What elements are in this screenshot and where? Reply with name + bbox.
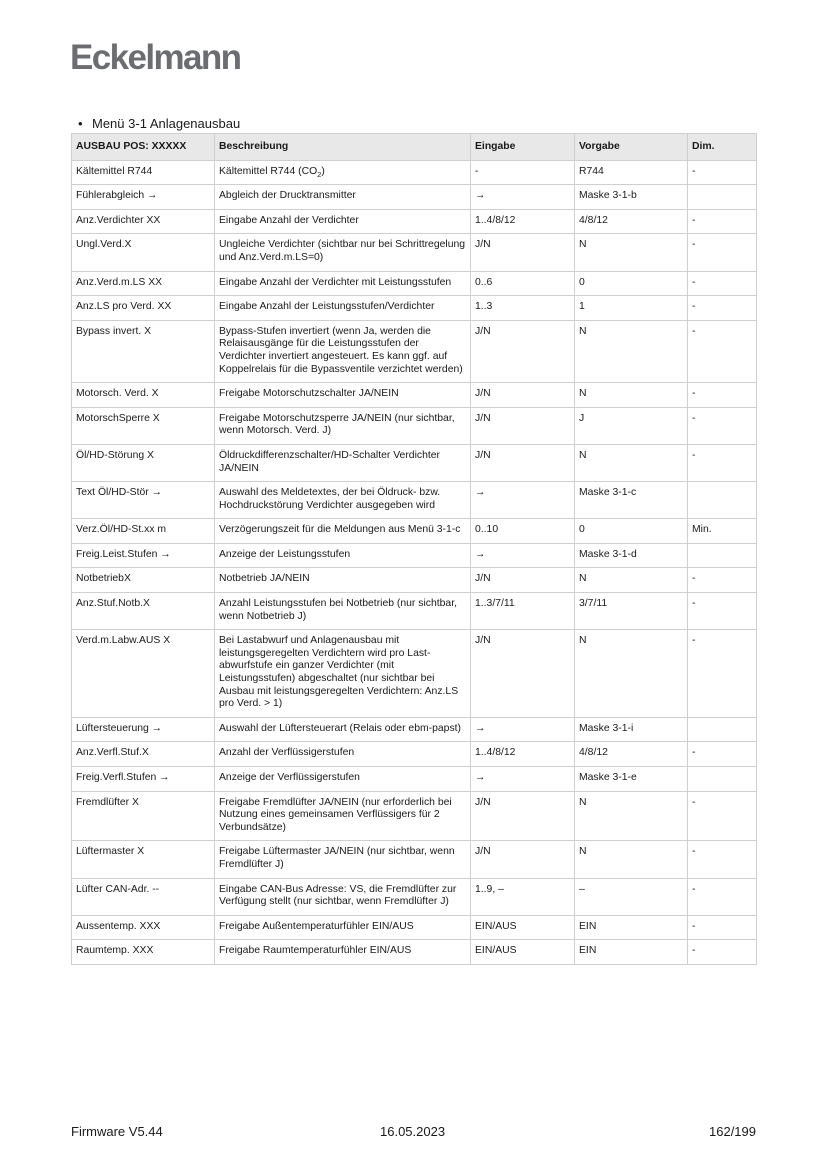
cell-description: Anzeige der Verflüssigerstufen (215, 767, 471, 792)
cell-default: N (575, 234, 688, 271)
cell-input: → (471, 482, 575, 519)
settings-table (71, 133, 757, 965)
cell-dimension: - (688, 271, 757, 296)
cell-dimension: - (688, 444, 757, 481)
column-header-dimension: Dim. (688, 134, 757, 161)
cell-input: EIN/AUS (471, 940, 575, 965)
cell-input: J/N (471, 630, 575, 718)
cell-description: Öldruckdifferenzschalter/HD-Schalter Verdichter JA/NEIN (215, 444, 471, 481)
cell-description: Eingabe Anzahl der Verdichter (215, 209, 471, 234)
cell-default: Maske 3-1-e (575, 767, 688, 792)
footer-date: 16.05.2023 (380, 1124, 446, 1139)
cell-position: Anz.LS pro Verd. XX (72, 296, 215, 321)
table-row (72, 630, 757, 718)
cell-position: Text Öl/HD-Stör → (72, 482, 215, 519)
table-row (72, 482, 757, 519)
cell-dimension: - (688, 160, 757, 185)
cell-position: Anz.Verdichter XX (72, 209, 215, 234)
cell-description: Ungleiche Verdichter (sichtbar nur bei Schrittregelung und Anz.Verd.m.LS=0) (215, 234, 471, 271)
cell-default: EIN (575, 940, 688, 965)
table-row (72, 593, 757, 630)
cell-input: EIN/AUS (471, 915, 575, 940)
column-header-input: Eingabe (471, 134, 575, 161)
cell-position: Lüfter CAN-Adr. -- (72, 878, 215, 915)
cell-position: Lüftermaster X (72, 841, 215, 878)
cell-dimension (688, 482, 757, 519)
cell-dimension: - (688, 296, 757, 321)
cell-input: J/N (471, 444, 575, 481)
cell-description: Verzögerungszeit für die Meldungen aus Menü 3-1-c (215, 519, 471, 544)
cell-input: 1..9, – (471, 878, 575, 915)
cell-default: Maske 3-1-b (575, 185, 688, 210)
cell-dimension: - (688, 234, 757, 271)
cell-input: J/N (471, 841, 575, 878)
section-title (78, 116, 240, 131)
table-row (72, 320, 757, 382)
cell-position: Fremdlüfter X (72, 791, 215, 841)
table-row (72, 234, 757, 271)
cell-input: - (471, 160, 575, 185)
column-header-position: AUSBAU POS: XXXXX (72, 134, 215, 161)
cell-default: R744 (575, 160, 688, 185)
table-body (72, 160, 757, 964)
cell-description: Abgleich der Drucktransmitter (215, 185, 471, 210)
cell-position: Anz.Verd.m.LS XX (72, 271, 215, 296)
table-row (72, 296, 757, 321)
cell-dimension (688, 185, 757, 210)
cell-description: Freigabe Motorschutzschalter JA/NEIN (215, 383, 471, 408)
cell-dimension (688, 717, 757, 742)
table-row (72, 519, 757, 544)
cell-input: → (471, 185, 575, 210)
table-row (72, 543, 757, 568)
cell-default: 4/8/12 (575, 742, 688, 767)
cell-description: Anzahl Leistungsstufen bei Notbetrieb (nur sichtbar, wenn Notbetrieb J) (215, 593, 471, 630)
cell-default: 0 (575, 271, 688, 296)
cell-position: Freig.Verfl.Stufen → (72, 767, 215, 792)
cell-default: 1 (575, 296, 688, 321)
cell-position: Motorsch. Verd. X (72, 383, 215, 408)
cell-default: Maske 3-1-d (575, 543, 688, 568)
cell-dimension: - (688, 568, 757, 593)
cell-description: Eingabe Anzahl der Leistungsstufen/Verdichter (215, 296, 471, 321)
table-row (72, 160, 757, 185)
cell-dimension: - (688, 915, 757, 940)
cell-position: Kältemittel R744 (72, 160, 215, 185)
cell-input: J/N (471, 383, 575, 408)
cell-default: EIN (575, 915, 688, 940)
cell-position: Anz.Stuf.Notb.X (72, 593, 215, 630)
table-row (72, 209, 757, 234)
subscript-digit: 2 (317, 169, 322, 179)
column-header-description: Beschreibung (215, 134, 471, 161)
cell-dimension (688, 767, 757, 792)
table-row (72, 383, 757, 408)
cell-default: 3/7/11 (575, 593, 688, 630)
cell-position: NotbetriebX (72, 568, 215, 593)
cell-description: Auswahl der Lüftersteuerart (Relais oder ebm-papst) (215, 717, 471, 742)
table-row (72, 841, 757, 878)
cell-position: Öl/HD-Störung X (72, 444, 215, 481)
table-header-row (72, 134, 757, 161)
cell-position: Freig.Leist.Stufen → (72, 543, 215, 568)
cell-position: Aussentemp. XXX (72, 915, 215, 940)
cell-input: J/N (471, 568, 575, 593)
table-row (72, 767, 757, 792)
table-row (72, 742, 757, 767)
cell-dimension: - (688, 407, 757, 444)
cell-input: 0..10 (471, 519, 575, 544)
table-row (72, 940, 757, 965)
cell-description: Kältemittel R744 $(CO_2)$ (215, 160, 471, 185)
cell-default: N (575, 383, 688, 408)
footer-firmware: Firmware V5.44 (71, 1124, 163, 1139)
bullet-marker: • (78, 116, 83, 131)
cell-dimension: - (688, 320, 757, 382)
cell-position: Lüftersteuerung → (72, 717, 215, 742)
cell-dimension: - (688, 593, 757, 630)
table-row (72, 407, 757, 444)
cell-position: MotorschSperre X (72, 407, 215, 444)
cell-position: Anz.Verfl.Stuf.X (72, 742, 215, 767)
cell-description: Freigabe Außentemperaturfühler EIN/AUS (215, 915, 471, 940)
cell-position: Ungl.Verd.X (72, 234, 215, 271)
cell-dimension: - (688, 841, 757, 878)
cell-description: Freigabe Fremdlüfter JA/NEIN (nur erforderlich bei Nutzung eines gemeinsamen Verflüssigers für 2 Verbundsätze) (215, 791, 471, 841)
cell-default: 4/8/12 (575, 209, 688, 234)
cell-dimension: - (688, 940, 757, 965)
table-row (72, 185, 757, 210)
cell-default: Maske 3-1-i (575, 717, 688, 742)
cell-description: Freigabe Lüftermaster JA/NEIN (nur sichtbar, wenn Fremdlüfter J) (215, 841, 471, 878)
cell-description: Bypass-Stufen invertiert (wenn Ja, werden die Relaisausgänge für die Leistungsstufen der Verdichter invertiert angesteuert. Es kann ggf. auf Koppelrelais für die Bypassventile verzichtet werden) (215, 320, 471, 382)
table-row (72, 915, 757, 940)
table-row (72, 444, 757, 481)
cell-input: 1..3/7/11 (471, 593, 575, 630)
cell-dimension: - (688, 791, 757, 841)
cell-position: Bypass invert. X (72, 320, 215, 382)
cell-default: J (575, 407, 688, 444)
column-header-default: Vorgabe (575, 134, 688, 161)
cell-description: Notbetrieb JA/NEIN (215, 568, 471, 593)
cell-description: Auswahl des Meldetextes, der bei Öldruck- bzw. Hochdruckstörung Verdichter ausgegeben wird (215, 482, 471, 519)
cell-input: 0..6 (471, 271, 575, 296)
table-row (72, 791, 757, 841)
cell-description: Eingabe Anzahl der Verdichter mit Leistungsstufen (215, 271, 471, 296)
cell-input: → (471, 543, 575, 568)
cell-position: Fühlerabgleich → (72, 185, 215, 210)
cell-default: 0 (575, 519, 688, 544)
cell-input: J/N (471, 407, 575, 444)
table-row (72, 271, 757, 296)
cell-description: Anzahl der Verflüssigerstufen (215, 742, 471, 767)
cell-position: Raumtemp. XXX (72, 940, 215, 965)
cell-description: Eingabe CAN-Bus Adresse: VS, die Fremdlüfter zur Verfügung stellt (nur sichtbar, wenn Fremdlüfter J) (215, 878, 471, 915)
cell-dimension: - (688, 630, 757, 718)
cell-description: Bei Lastabwurf und Anlagenausbau mit leistungsgeregelten Verdichtern wird pro Last-abwurfstufe ein ganzer Verdichter (mit Leistungsstufen) abgeschaltet (nur sichtbar bei Ausbau mit leistungsgeregelten Verdichtern: Anz.LS pro Verd. > 1) (215, 630, 471, 718)
cell-default: Maske 3-1-c (575, 482, 688, 519)
cell-position: Verd.m.Labw.AUS X (72, 630, 215, 718)
cell-dimension: - (688, 742, 757, 767)
cell-input: 1..4/8/12 (471, 209, 575, 234)
cell-dimension: - (688, 878, 757, 915)
table-row (72, 717, 757, 742)
table-row (72, 878, 757, 915)
cell-description: Anzeige der Leistungsstufen (215, 543, 471, 568)
cell-position: Verz.Öl/HD-St.xx m (72, 519, 215, 544)
cell-description: Freigabe Motorschutzsperre JA/NEIN (nur sichtbar, wenn Motorsch. Verd. J) (215, 407, 471, 444)
cell-dimension: - (688, 209, 757, 234)
cell-input: 1..3 (471, 296, 575, 321)
footer-page-number: 162/199 (709, 1124, 756, 1139)
cell-input: → (471, 767, 575, 792)
cell-input: → (471, 717, 575, 742)
cell-default: – (575, 878, 688, 915)
cell-dimension: Min. (688, 519, 757, 544)
section-title-text: Menü 3-1 Anlagenausbau (92, 116, 241, 131)
cell-default: N (575, 791, 688, 841)
cell-default: N (575, 320, 688, 382)
table-row (72, 568, 757, 593)
cell-dimension: - (688, 383, 757, 408)
cell-input: 1..4/8/12 (471, 742, 575, 767)
cell-input: J/N (471, 320, 575, 382)
cell-default: N (575, 444, 688, 481)
cell-default: N (575, 568, 688, 593)
company-logo: Eckelmann (70, 38, 241, 77)
cell-description: Freigabe Raumtemperaturfühler EIN/AUS (215, 940, 471, 965)
cell-dimension (688, 543, 757, 568)
cell-default: N (575, 841, 688, 878)
cell-input: J/N (471, 791, 575, 841)
cell-default: N (575, 630, 688, 718)
cell-input: J/N (471, 234, 575, 271)
